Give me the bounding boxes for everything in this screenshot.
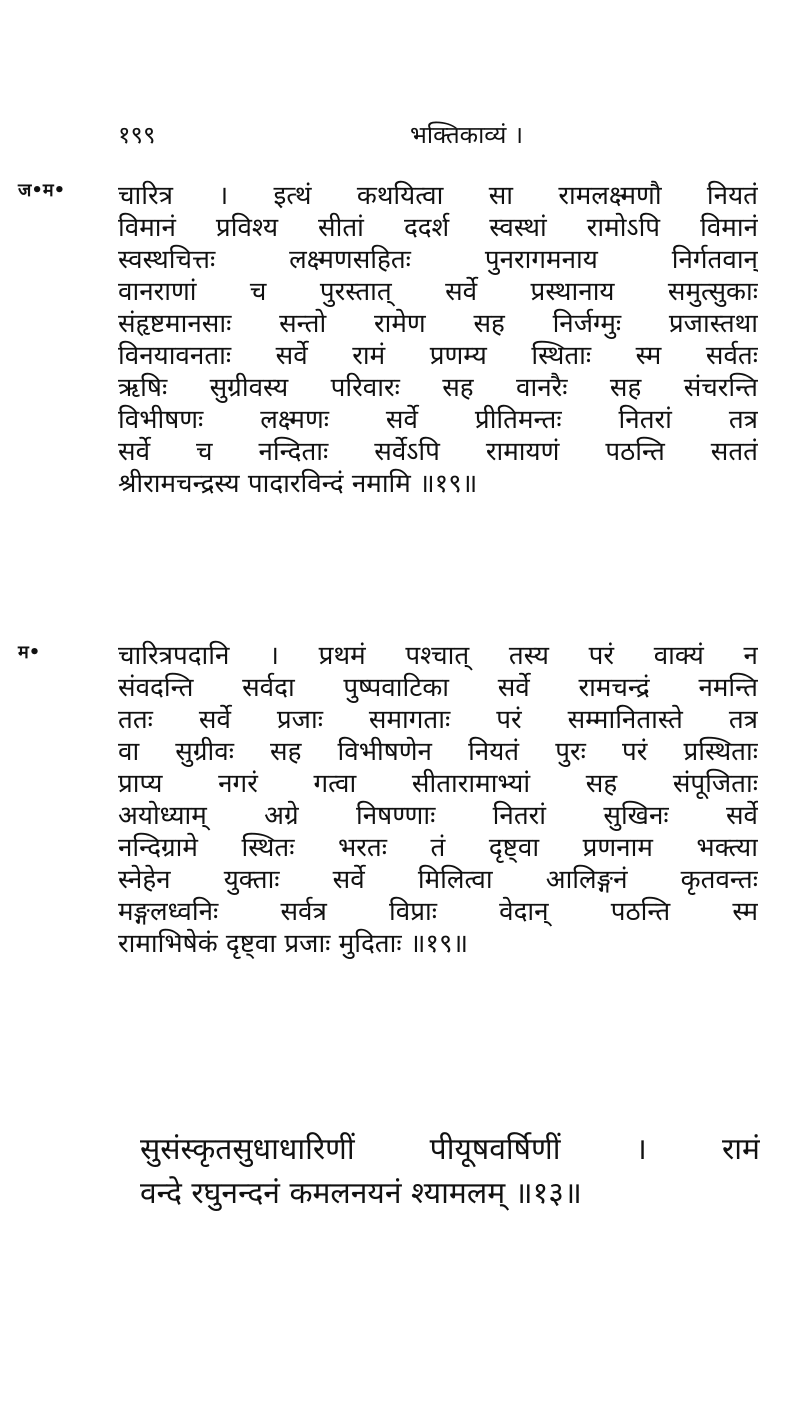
page-header bbox=[0, 118, 801, 158]
text-line: विनयावनताः सर्वे रामं प्रणम्य स्थिताः स्म सर्वतः bbox=[118, 341, 758, 371]
text-line: विभीषणः लक्ष्मणः सर्वे प्रीतिमन्तः नितरां तत्र bbox=[118, 405, 758, 435]
text-line: रामाभिषेकं दृष्ट्वा प्रजाः मुदिताः ॥१९॥ bbox=[118, 929, 469, 959]
text-line: विमानं प्रविश्य सीतां ददर्श स्वस्थां रामोऽपि विमानं bbox=[118, 213, 758, 243]
verse-line: वन्दे रघुनन्दनं कमलनयनं श्यामलम् ॥१३॥ bbox=[140, 1176, 582, 1211]
text-line: प्राप्य नगरं गत्वा सीतारामाभ्यां सह संपूजिताः bbox=[118, 769, 758, 799]
text-line: अयोध्याम् अग्रे निषण्णाः नितरां सुखिनः सर्वे bbox=[118, 801, 758, 831]
page-number: १९९ bbox=[118, 121, 156, 149]
verse-block bbox=[140, 1128, 760, 1216]
text-line: नन्दिग्रामे स्थितः भरतः तं दृष्ट्वा प्रणनाम भक्त्या bbox=[118, 833, 758, 863]
text-line: संहृष्टमानसाः सन्तो रामेण सह निर्जग्मुः प्रजास्तथा bbox=[118, 309, 758, 339]
text-line: चारित्र । इत्थं कथयित्वा सा रामलक्ष्मणौ नियतं bbox=[118, 181, 758, 211]
text-line: सर्वे च नन्दिताः सर्वेऽपि रामायणं पठन्ति सततं bbox=[118, 437, 758, 467]
text-line: चारित्रपदानि । प्रथमं पश्चात् तस्य परं वाक्यं न bbox=[118, 641, 758, 671]
section-a-paragraph bbox=[118, 180, 758, 500]
verse-line: सुसंस्कृतसुधाधारिणीं पीयूषवर्षिणीं । रामं bbox=[140, 1132, 760, 1167]
text-line: वा सुग्रीवः सह विभीषणेन नियतं पुरः परं प्रस्थिताः bbox=[118, 737, 758, 767]
text-line: वानराणां च पुरस्तात् सर्वे प्रस्थानाय समुत्सुकाः bbox=[118, 277, 758, 307]
section-b-marker: म• bbox=[18, 642, 41, 663]
section-b-paragraph bbox=[118, 640, 758, 960]
text-line: श्रीरामचन्द्रस्य पादारविन्दं नमामि ॥१९॥ bbox=[118, 469, 478, 499]
text-line: ऋषिः सुग्रीवस्य परिवारः सह वानरैः सह संचरन्ति bbox=[118, 373, 758, 403]
text-line: स्वस्थचित्तः लक्ष्मणसहितः पुनरागमनाय निर्गतवान् bbox=[118, 245, 758, 275]
section-a-marker: ज•म• bbox=[18, 180, 66, 201]
text-line: ततः सर्वे प्रजाः समागताः परं सम्मानितास्ते तत्र bbox=[118, 705, 758, 735]
text-line: संवदन्ति सर्वदा पुष्पवाटिका सर्वे रामचन्द्रं नमन्ति bbox=[118, 673, 758, 703]
running-title: भक्तिकाव्यं । bbox=[410, 121, 524, 149]
text-line: स्नेहेन युक्ताः सर्वे मिलित्वा आलिङ्गनं कृतवन्तः bbox=[118, 865, 758, 895]
text-line: मङ्गलध्वनिः सर्वत्र विप्राः वेदान् पठन्ति स्म bbox=[118, 897, 758, 927]
